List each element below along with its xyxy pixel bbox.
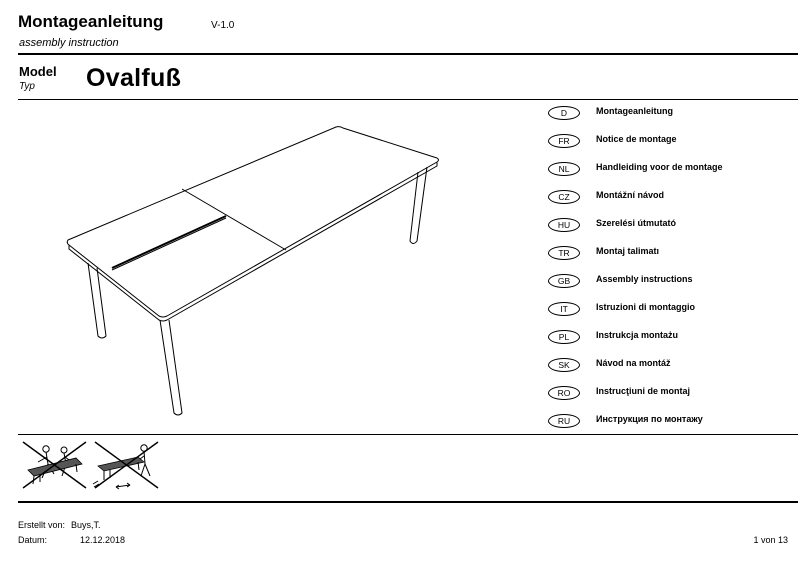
header-divider	[18, 53, 798, 55]
language-code-badge: GB	[548, 274, 580, 288]
document-version: V-1.0	[211, 20, 235, 31]
model-name: Ovalfuß	[86, 64, 182, 92]
language-code-badge: RU	[548, 414, 580, 428]
language-title: Handleiding voor de montage	[596, 162, 723, 172]
language-code-badge: D	[548, 106, 580, 120]
created-by-value: Buys,T.	[71, 520, 101, 530]
language-code-badge: RO	[548, 386, 580, 400]
language-item	[548, 413, 703, 429]
language-item	[548, 357, 671, 373]
language-code-badge: HU	[548, 218, 580, 232]
page-number: 1 von 13	[753, 535, 788, 545]
language-title: Instrukcja montażu	[596, 330, 679, 340]
language-item	[548, 161, 723, 177]
language-code-badge: TR	[548, 246, 580, 260]
language-title: Instrucţiuni de montaj	[596, 386, 691, 396]
language-item	[548, 301, 695, 317]
language-title: Istruzioni di montaggio	[596, 302, 695, 312]
language-item	[548, 217, 677, 233]
language-title: Инструкция по монтажу	[596, 414, 703, 424]
warning-do-not-lift-icon	[20, 440, 90, 490]
language-title: Notice de montage	[596, 134, 677, 144]
language-code-badge: NL	[548, 162, 580, 176]
document-subtitle: assembly instruction	[19, 37, 119, 49]
created-by-label: Erstellt von:	[18, 520, 66, 530]
language-item	[548, 245, 660, 261]
language-title: Montaj talimatı	[596, 246, 660, 256]
model-sublabel: Typ	[19, 81, 35, 92]
model-label: Model	[19, 64, 57, 79]
language-code-badge: IT	[548, 302, 580, 316]
language-item	[548, 189, 664, 205]
illustration-divider	[18, 434, 798, 435]
language-title: Szerelési útmutató	[596, 218, 677, 228]
model-divider	[18, 99, 798, 100]
date-label: Datum:	[18, 535, 48, 545]
language-title: Návod na montáž	[596, 358, 671, 368]
language-code-badge: CZ	[548, 190, 580, 204]
language-code-badge: PL	[548, 330, 580, 344]
language-code-badge: SK	[548, 358, 580, 372]
language-title: Montageanleitung	[596, 106, 673, 116]
date-value: 12.12.2018	[80, 535, 126, 545]
language-item	[548, 329, 679, 345]
language-item	[548, 133, 677, 149]
language-title: Montážní návod	[596, 190, 664, 200]
footer-divider	[18, 501, 798, 503]
document-title: Montageanleitung	[18, 12, 164, 31]
language-item	[548, 273, 693, 289]
language-code-badge: FR	[548, 134, 580, 148]
language-title: Assembly instructions	[596, 274, 693, 284]
language-item	[548, 385, 691, 401]
warning-do-not-drag-icon	[92, 440, 162, 490]
language-item	[548, 105, 673, 121]
extendable-table-illustration	[55, 118, 455, 423]
